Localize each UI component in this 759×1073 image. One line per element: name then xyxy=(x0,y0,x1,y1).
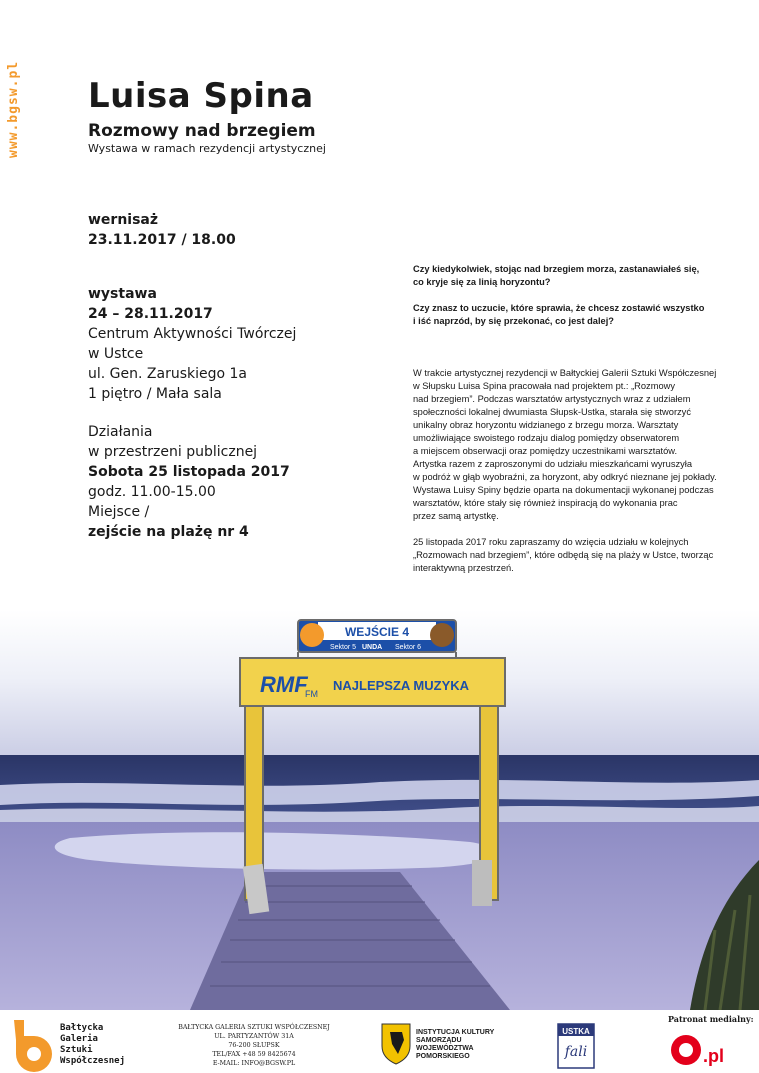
page-subtitle: Rozmowy nad brzegiem xyxy=(88,121,316,141)
paragraph-1-line: społeczności lokalnej dwumiasta Słupsk-Ustka, starała się stworzyć xyxy=(413,407,691,417)
fm-text: FM xyxy=(305,689,318,699)
address-line-5: E-MAIL: INFO@BGSW.PL xyxy=(212,1060,296,1067)
wystawa-label: wystawa xyxy=(88,286,157,302)
event-date: Sobota 25 listopada 2017 xyxy=(88,464,290,480)
paragraph-1-line: W trakcie artystycznej rezydencji w Bałtyckiej Galerii Sztuki Współczesnej xyxy=(413,368,717,378)
paragraph-1-line: nad brzegiem”. Podczas warsztatów artystycznych wraz z udziałem xyxy=(413,394,691,404)
question-2-line-2: i iść naprzód, by się przekonać, co jest dalej? xyxy=(413,316,614,326)
question-1-line-2: co kryje się za linią horyzontu? xyxy=(413,277,551,287)
place-label: Miejsce / xyxy=(88,504,150,520)
unda-text: UNDA xyxy=(362,644,383,651)
page-title: Luisa Spina xyxy=(88,76,314,116)
paragraph-1-line: Wystawa Luisy Spiny będzie oparta na dokumentacji wykonanej podczas xyxy=(413,485,714,495)
question-1 xyxy=(413,263,748,289)
address-line-3: 76-200 SŁUPSK xyxy=(228,1042,280,1049)
inst-line-3: WOJEWÓDZTWA xyxy=(416,1045,474,1052)
sektor-left-text: Sektor 5 xyxy=(330,644,357,651)
vertical-url xyxy=(6,40,28,160)
venue-address: ul. Gen. Zaruskiego 1a xyxy=(88,366,247,382)
inst-line-4: POMORSKIEGO xyxy=(416,1053,470,1060)
address-line-4: TEL/FAX +48 59 8425674 xyxy=(212,1051,296,1058)
paragraph-2-line: „Rozmowach nad brzegiem”, które odbędą się na plaży w Ustce, tworząc xyxy=(413,550,714,560)
inst-line-2: SAMORZĄDU xyxy=(416,1037,462,1044)
ustka-logo-icon xyxy=(558,1024,594,1068)
footer xyxy=(0,1010,759,1073)
event-info xyxy=(88,210,348,542)
address-line-2: UL. PARTYZANTÓW 31A xyxy=(214,1033,294,1040)
bgsw-logo-icon xyxy=(14,1020,52,1072)
patronat-label: Patronat medialny: xyxy=(668,1014,754,1024)
venue-line-1: Centrum Aktywności Twórczej xyxy=(88,326,297,342)
banner-text: NAJLEPSZA MUZYKA xyxy=(333,678,470,693)
wernisaz-date: 23.11.2017 / 18.00 xyxy=(88,232,236,248)
paragraph-1-line: Artystka razem z zaproszonymi do udziału mieszkańcami wyruszyła xyxy=(413,459,692,469)
paragraph-1-line: przez samą artystkę. xyxy=(413,511,499,521)
event-hours: godz. 11.00-15.00 xyxy=(88,484,216,500)
wernisaz-label: wernisaż xyxy=(88,212,159,228)
footer-svg xyxy=(0,1010,759,1073)
beach-photo xyxy=(0,610,759,1010)
description xyxy=(413,263,748,588)
paragraph-1-line: umożliwiające swoistego rodzaju dialog pomiędzy obserwatorem xyxy=(413,433,680,443)
bgsw-logo-line-4: Współczesnej xyxy=(60,1056,126,1066)
page-subtitle-secondary: Wystawa w ramach rezydencji artystycznej xyxy=(88,142,326,155)
paragraph-1-line: w Słupsku Luisa Spina pracowała nad projektem pt.: „Rozmowy xyxy=(413,381,675,391)
place-value: zejście na plażę nr 4 xyxy=(88,524,249,540)
question-2-line-1: Czy znasz to uczucie, które sprawia, że chcesz zostawić wszystko xyxy=(413,303,705,313)
venue-floor: 1 piętro / Mała sala xyxy=(88,386,222,402)
pomorskie-crest-icon xyxy=(382,1024,410,1064)
question-1-line-1: Czy kiedykolwiek, stojąc nad brzegiem morza, zastanawiałeś się, xyxy=(413,264,700,274)
description-paragraph-2 xyxy=(413,536,748,575)
paragraph-2-line: 25 listopada 2017 roku zapraszamy do wzięcia udziału w kolejnych xyxy=(413,537,689,547)
paragraph-2-line: interaktywną przestrzeń. xyxy=(413,563,514,573)
dzialania-line-2: w przestrzeni publicznej xyxy=(88,444,258,460)
paragraph-1-line: w podróż w głąb wyobraźni, za horyzont, aby odkryć nieznane jej pokłady. xyxy=(413,472,717,482)
paragraph-1-line: unikalny obraz horyzontu widzianego z brzegu morza. Warsztaty xyxy=(413,420,679,430)
bgsw-logo-line-1: Bałtycka xyxy=(60,1023,104,1033)
venue-line-2: w Ustce xyxy=(88,346,144,362)
bgsw-logo-line-2: Galeria xyxy=(60,1034,98,1044)
sign-top-text: WEJŚCIE 4 xyxy=(344,625,410,639)
rmf-text: RMF xyxy=(260,672,308,697)
ustka-script-text: fali xyxy=(564,1044,588,1060)
onet-logo-icon xyxy=(671,1035,724,1066)
paragraph-1-line: a miejscem obserwacji oraz pomiędzy uczestnikami warsztatów. xyxy=(413,446,678,456)
paragraph-1-line: warsztatów, które stały się również inspiracją do wykonania prac xyxy=(413,498,678,508)
onet-text: .pl xyxy=(703,1046,724,1066)
ustka-top-text: USTKA xyxy=(562,1027,590,1036)
dzialania-line-1: Działania xyxy=(88,424,153,440)
bgsw-logo-line-3: Sztuki xyxy=(60,1045,93,1055)
wystawa-dates: 24 – 28.11.2017 xyxy=(88,306,213,322)
question-2 xyxy=(413,302,748,328)
address-line-1: BAŁTYCKA GALERIA SZTUKI WSPÓŁCZESNEJ xyxy=(178,1024,330,1031)
inst-line-1: INSTYTUCJA KULTURY xyxy=(416,1029,495,1036)
vertical-url-text: www.bgsw.pl xyxy=(6,60,21,158)
description-paragraph-1 xyxy=(413,367,748,523)
beach-photo-svg xyxy=(0,610,759,1010)
sektor-right-text: Sektor 6 xyxy=(395,644,422,651)
